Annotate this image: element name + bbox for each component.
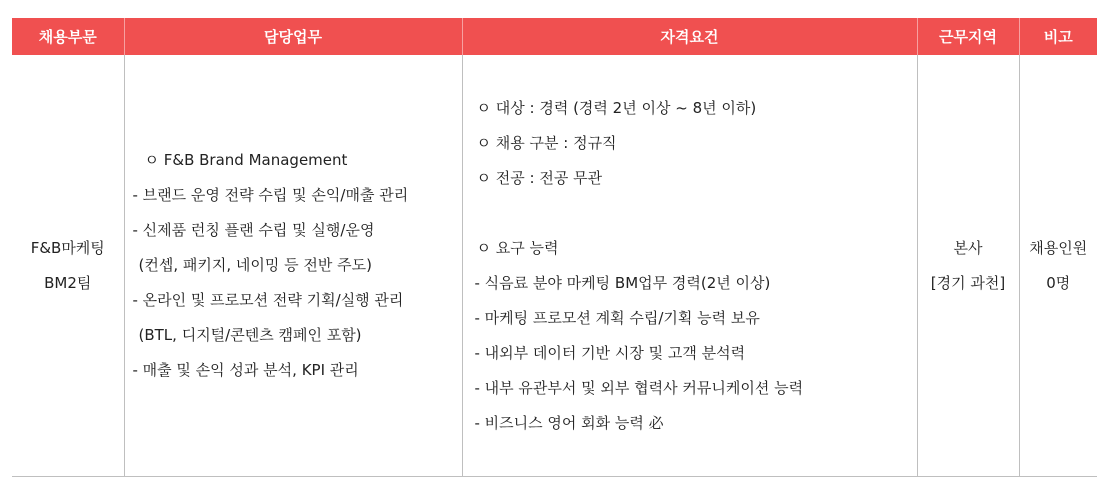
location-region: [경기 과천] xyxy=(930,273,1006,292)
requirements-cell xyxy=(462,55,917,477)
duty-item: (컨셉, 패키지, 네이밍 등 전반 주도) xyxy=(138,256,372,274)
header-location: 근무지역 xyxy=(917,18,1019,55)
spacer xyxy=(475,196,917,231)
note-cell xyxy=(1019,55,1097,477)
location-cell xyxy=(917,55,1019,477)
duty-item: - 온라인 및 프로모션 전략 기획/실행 관리 xyxy=(132,291,404,309)
header-requirements: 자격요건 xyxy=(462,18,917,55)
skill-heading: ㅇ 요구 능력 xyxy=(476,238,559,257)
requirement-item: ㅇ 채용 구분 : 정규직 xyxy=(476,133,617,152)
duties-cell xyxy=(124,55,462,477)
department-team: BM2팀 xyxy=(44,273,92,292)
note-label: 채용인원 xyxy=(1029,238,1088,257)
table-header-row xyxy=(12,18,1097,55)
department-cell xyxy=(12,55,124,477)
duty-heading: ㅇ F&B Brand Management xyxy=(144,151,348,169)
skill-item: - 식음료 분야 마케팅 BM업무 경력(2년 이상) xyxy=(474,273,771,292)
note-value: 0명 xyxy=(1046,273,1071,292)
header-note: 비고 xyxy=(1019,18,1097,55)
location-office: 본사 xyxy=(953,238,983,257)
duty-item: - 브랜드 운영 전략 수립 및 손익/매출 관리 xyxy=(132,186,409,204)
skill-item: - 마케팅 프로모션 계획 수립/기획 능력 보유 xyxy=(474,308,760,327)
table-row xyxy=(12,55,1097,477)
department-name: F&B마케팅 xyxy=(30,238,105,257)
duty-item: - 신제품 런칭 플랜 수립 및 실행/운영 xyxy=(132,221,375,239)
duty-item: - 매출 및 손익 성과 분석, KPI 관리 xyxy=(132,361,359,379)
skill-item: - 비즈니스 영어 회화 능력 必 xyxy=(474,413,664,432)
header-department: 채용부문 xyxy=(12,18,124,55)
requirement-item: ㅇ 전공 : 전공 무관 xyxy=(476,168,603,187)
header-duties: 담당업무 xyxy=(124,18,462,55)
requirement-item: ㅇ 대상 : 경력 (경력 2년 이상 ~ 8년 이하) xyxy=(476,98,757,117)
recruitment-table xyxy=(12,18,1097,477)
skill-item: - 내부 유관부서 및 외부 협력사 커뮤니케이션 능력 xyxy=(474,378,804,397)
skill-item: - 내외부 데이터 기반 시장 및 고객 분석력 xyxy=(474,343,746,362)
duty-item: (BTL, 디지털/콘텐츠 캠페인 포함) xyxy=(138,326,362,344)
